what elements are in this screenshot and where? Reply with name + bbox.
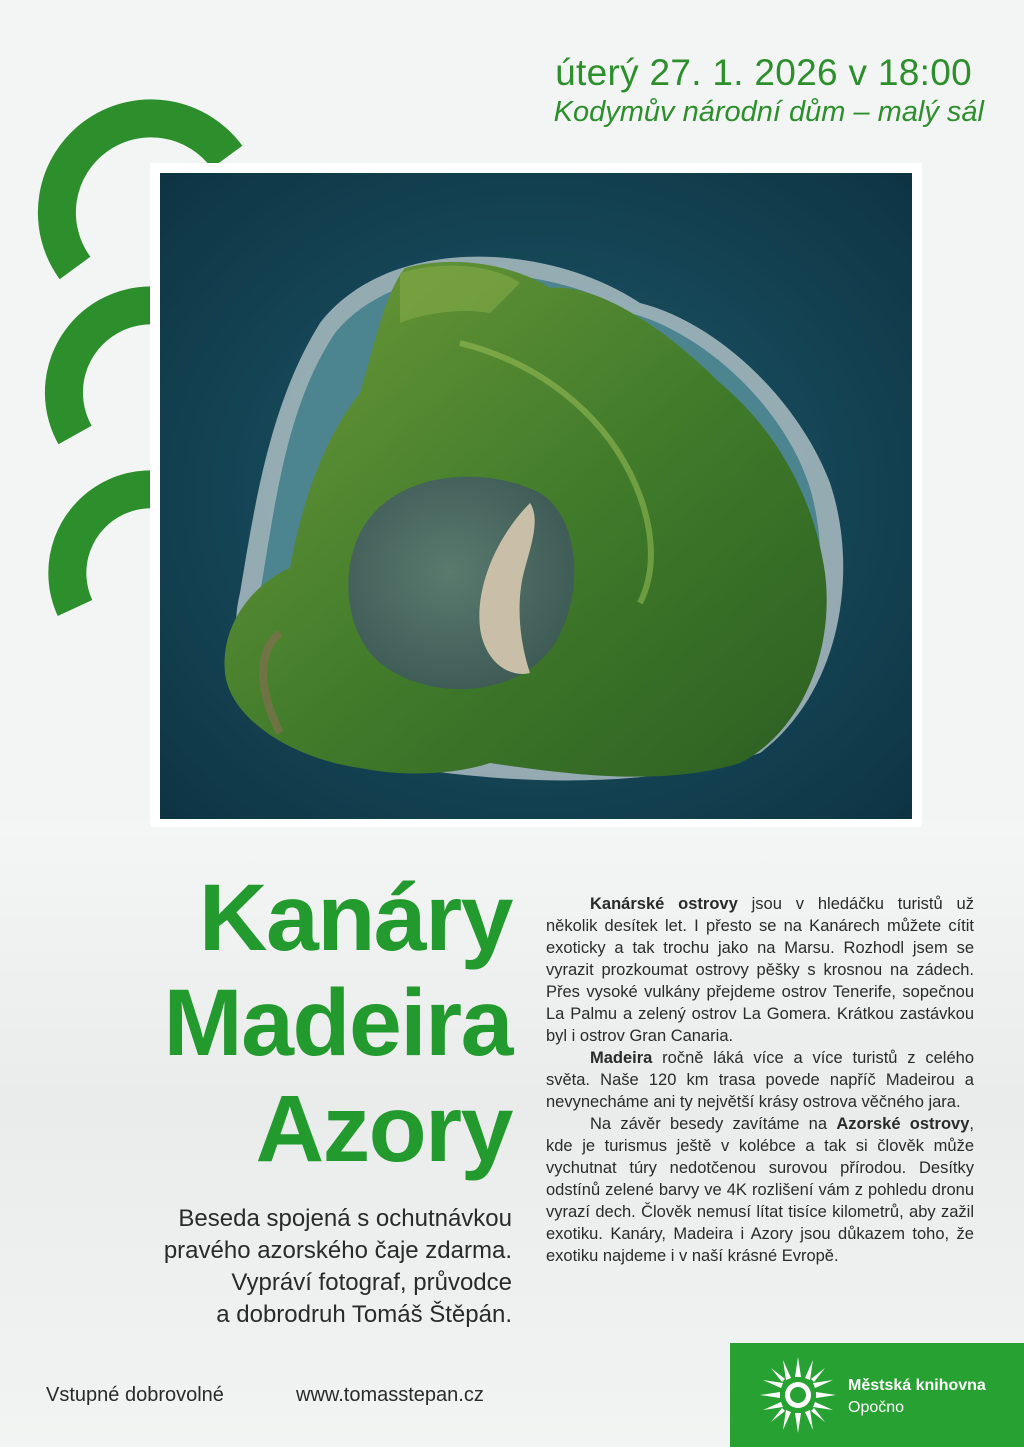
title-line-madeira: Madeira xyxy=(163,970,512,1077)
subtitle-line: Vypráví fotograf, průvodce xyxy=(231,1269,512,1296)
event-subtitle xyxy=(60,1203,512,1331)
paragraph-heading: Madeira xyxy=(590,1049,653,1067)
paragraph-heading: Azorské ostrovy xyxy=(836,1115,970,1133)
subtitle-line: pravého azorského čaje zdarma. xyxy=(163,1237,512,1264)
paragraph-text: , kde je turismus ještě v kolébce a tak si člověk může vychutnat túry nedotčenou surovou přírodou. Desítky odstínů zelené barvy ve 4K rozlišení vám z pohledu dronu vyrazí dech. Člověk nemusí lítat tisíce kilometrů, aby zažil exotiku. Kanáry, Madeira i Azory jsou důkazem toho, že exotiku najdeme i v naší krásné Evropě. xyxy=(546,1115,974,1265)
sun-icon xyxy=(758,1355,838,1435)
library-town: Opočno xyxy=(848,1399,905,1416)
library-name: Městská knihovna xyxy=(848,1377,986,1394)
title-line-azores: Azory xyxy=(255,1075,512,1182)
event-title xyxy=(40,866,512,1182)
event-date-time: úterý 27. 1. 2026 v 18:00 xyxy=(555,52,972,93)
event-venue: Kodymův národní dům – malý sál xyxy=(553,96,984,128)
library-badge xyxy=(730,1343,1024,1447)
description-text xyxy=(546,893,974,1267)
paragraph-madeira xyxy=(546,1047,974,1113)
website-link[interactable]: www.tomasstepan.cz xyxy=(296,1384,484,1406)
subtitle-line: a dobrodruh Tomáš Štěpán. xyxy=(216,1301,512,1328)
photo-frame xyxy=(150,163,922,827)
paragraph-heading: Kanárské ostrovy xyxy=(590,895,738,913)
entry-fee: Vstupné dobrovolné xyxy=(46,1384,224,1406)
title-line-canary: Kanáry xyxy=(198,865,512,971)
paragraph-text: ročně láká více a více turistů z celého světa. Naše 120 km trasa povede napříč Madeirou a nevynecháme ani ty největší krásy ostrova věčného jara. xyxy=(546,1049,974,1111)
aerial-island-photo xyxy=(160,173,912,819)
subtitle-line: Beseda spojená s ochutnávkou xyxy=(178,1205,512,1232)
paragraph-text: Na závěr besedy zavítáme na xyxy=(590,1115,837,1133)
paragraph-text: jsou v hledáčku turistů už několik desítek let. I přesto se na Kanárech můžete cítit exoticky a tak trochu jako na Marsu. Rozhodl jsem se vyrazit prozkoumat ostrovy pěšky s krosnou na zádech. Přes vysoké vulkány přejdeme ostrov Tenerife, sopečnou La Palmu a zelený ostrov La Gomera. Krátkou zastávkou byl i ostrov Gran Canaria. xyxy=(546,895,974,1045)
paragraph-azores xyxy=(546,1113,974,1267)
paragraph-canary xyxy=(546,893,974,1047)
